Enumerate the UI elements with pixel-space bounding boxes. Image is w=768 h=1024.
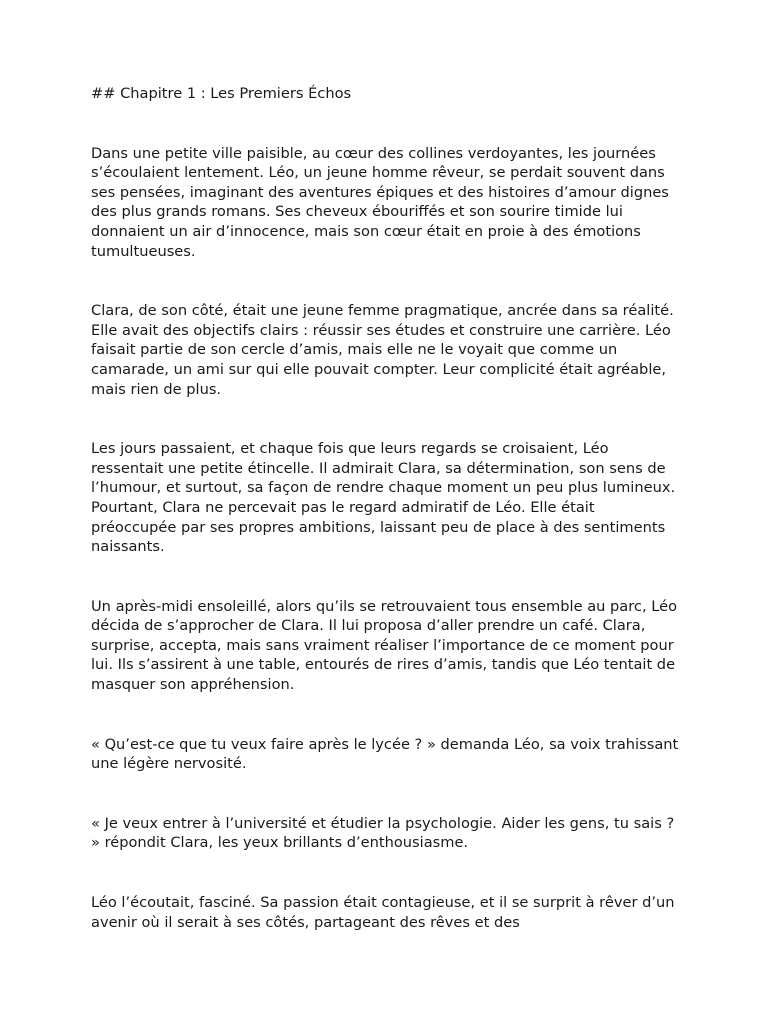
paragraph-4: Un après-midi ensoleillé, alors qu’ils se retrouvaient tous ensemble au parc, Léo décida de s’approcher de Clara. Il lui proposa d’aller prendre un café. Clara, surprise, accepta, mais sans vraiment réaliser l’importance de ce moment pour lui. Ils s’assirent à une table, entourés de rires d’amis, tandis que Léo tentait de masquer son appréhension. — [91, 597, 678, 694]
chapter-heading: ## Chapitre 1 : Les Premiers Échos — [91, 85, 352, 102]
paragraph-3: Les jours passaient, et chaque fois que leurs regards se croisaient, Léo ressentait une petite étincelle. Il admirait Clara, sa détermination, son sens de l’humour, et surtout, sa façon de rendre chaque moment un peu plus lumineux. Pourtant, Clara ne percevait pas le regard admiratif de Léo. Elle était préoccupée par ses propres ambitions, laissant peu de place à des sentiments naissants. — [91, 440, 676, 556]
paragraph-2: Clara, de son côté, était une jeune femme pragmatique, ancrée dans sa réalité. Elle avait des objectifs clairs : réussir ses études et construire une carrière. Léo faisait partie de son cercle d’amis, mais elle ne le voyait que comme un camarade, un ami sur qui elle pouvait compter. Leur complicité était agréable, mais rien de plus. — [91, 302, 674, 398]
paragraph-7: Léo l’écoutait, fasciné. Sa passion était contagieuse, et il se surprit à rêver d’un avenir où il serait à ses côtés, partageant des rêves et des — [91, 894, 675, 931]
paragraph-1: Dans une petite ville paisible, au cœur des collines verdoyantes, les journées s’écoulaient lentement. Léo, un jeune homme rêveur, se perdait souvent dans ses pensées, imaginant des aventures épiques et des histoires d’amour dignes des plus grands romans. Ses cheveux ébouriffés et son sourire timide lui donnaient un air d’innocence, mais son cœur était en proie à des émotions tumultueuses. — [91, 144, 669, 260]
document-page — [91, 84, 681, 932]
paragraph-6: « Je veux entrer à l’université et étudier la psychologie. Aider les gens, tu sais ? » répondit Clara, les yeux brillants d’enthousiasme. — [91, 814, 675, 852]
paragraph-5: « Qu’est-ce que tu veux faire après le lycée ? » demanda Léo, sa voix trahissant une légère nervosité. — [91, 735, 679, 773]
